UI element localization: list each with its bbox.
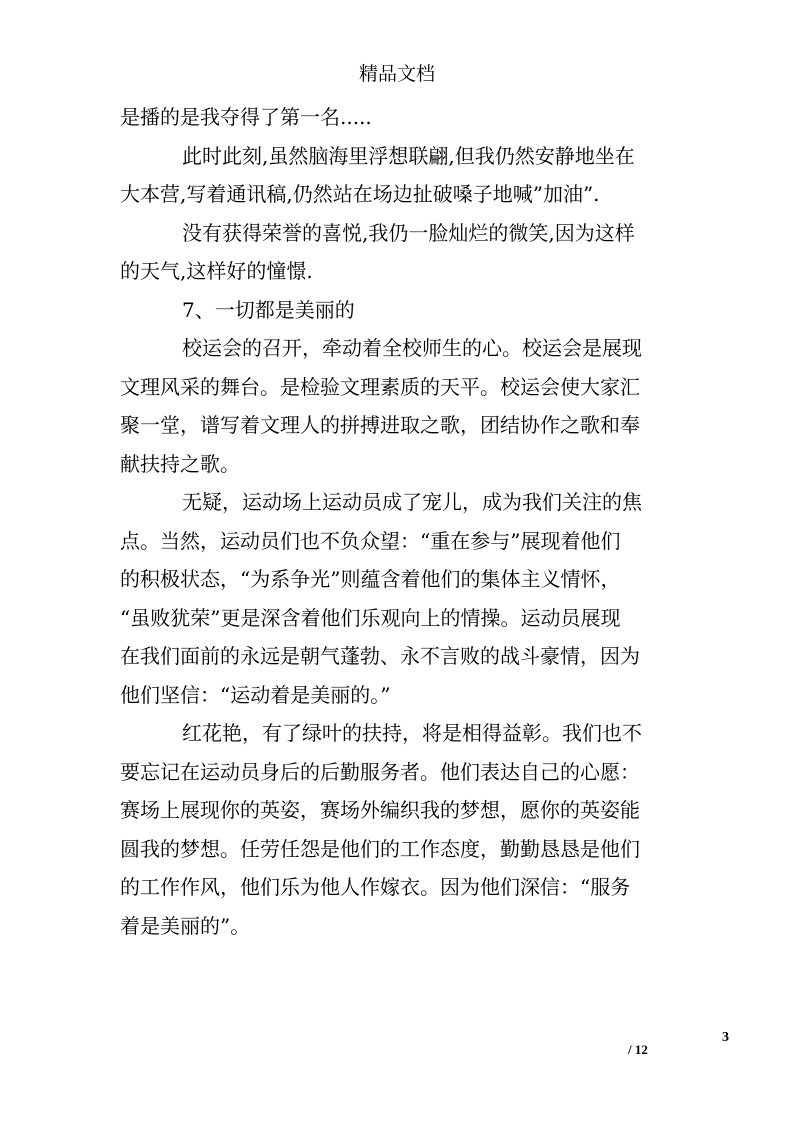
text-line: 的工作作风，他们乐为他人作嫁衣。因为他们深信：“服务 <box>120 875 631 899</box>
text-line: 文理风采的舞台。是检验文理素质的天平。校运会使大家汇 <box>120 374 640 399</box>
paragraph-start-line: 没有获得荣誉的喜悦,我仍一脸灿烂的微笑,因为这样 <box>182 220 635 245</box>
text-line: 的积极状态，“为系争光”则蕴含着他们的集体主义情怀， <box>120 567 621 591</box>
text-line: 他们坚信：“运动着是美丽的。” <box>120 682 391 707</box>
paragraph-start-line: 此时此刻,虽然脑海里浮想联翩,但我仍然安静地坐在 <box>182 143 635 168</box>
document-body <box>120 98 680 945</box>
paragraph-start-line: 校运会的召开，牵动着全校师生的心。校运会是展现 <box>182 336 642 360</box>
page-total: / 12 <box>628 1042 648 1057</box>
text-line: 献扶持之歌。 <box>120 451 240 476</box>
text-line: 大本营,写着通讯稿,仍然站在场边扯破嗓子地喊”加油”. <box>120 182 600 206</box>
paragraph-start-line: 无疑，运动场上运动员成了宠儿，成为我们关注的焦 <box>182 490 642 514</box>
section-heading: 7、一切都是美丽的 <box>182 297 355 322</box>
page-header-title: 精品文档 <box>358 63 435 85</box>
text-line: 圆我的梦想。任劳任怨是他们的工作态度，勤勤恳恳是他们 <box>120 836 640 861</box>
page-number: 3 <box>722 1030 729 1045</box>
text-line: 是播的是我夺得了第一名..... <box>120 105 372 129</box>
text-line: “虽败犹荣”更是深含着他们乐观向上的情操。运动员展现 <box>120 605 621 630</box>
text-line: 要忘记在运动员身后的后勤服务者。他们表达自己的心愿： <box>120 759 640 784</box>
text-line: 在我们面前的永远是朝气蓬勃、永不言败的战斗豪情，因为 <box>120 644 640 668</box>
text-line: 着是美丽的”。 <box>120 913 251 938</box>
text-line: 聚一堂，谱写着文理人的拼搏进取之歌，团结协作之歌和奉 <box>120 413 640 437</box>
text-line: 的天气,这样好的憧憬. <box>120 259 313 283</box>
text-line: 点。当然，运动员们也不负众望：“重在参与”展现着他们 <box>120 528 621 553</box>
text-line: 赛场上展现你的英姿，赛场外编织我的梦想，愿你的英姿能 <box>120 798 640 822</box>
paragraph-start-line: 红花艳，有了绿叶的扶持，将是相得益彰。我们也不 <box>182 721 642 745</box>
